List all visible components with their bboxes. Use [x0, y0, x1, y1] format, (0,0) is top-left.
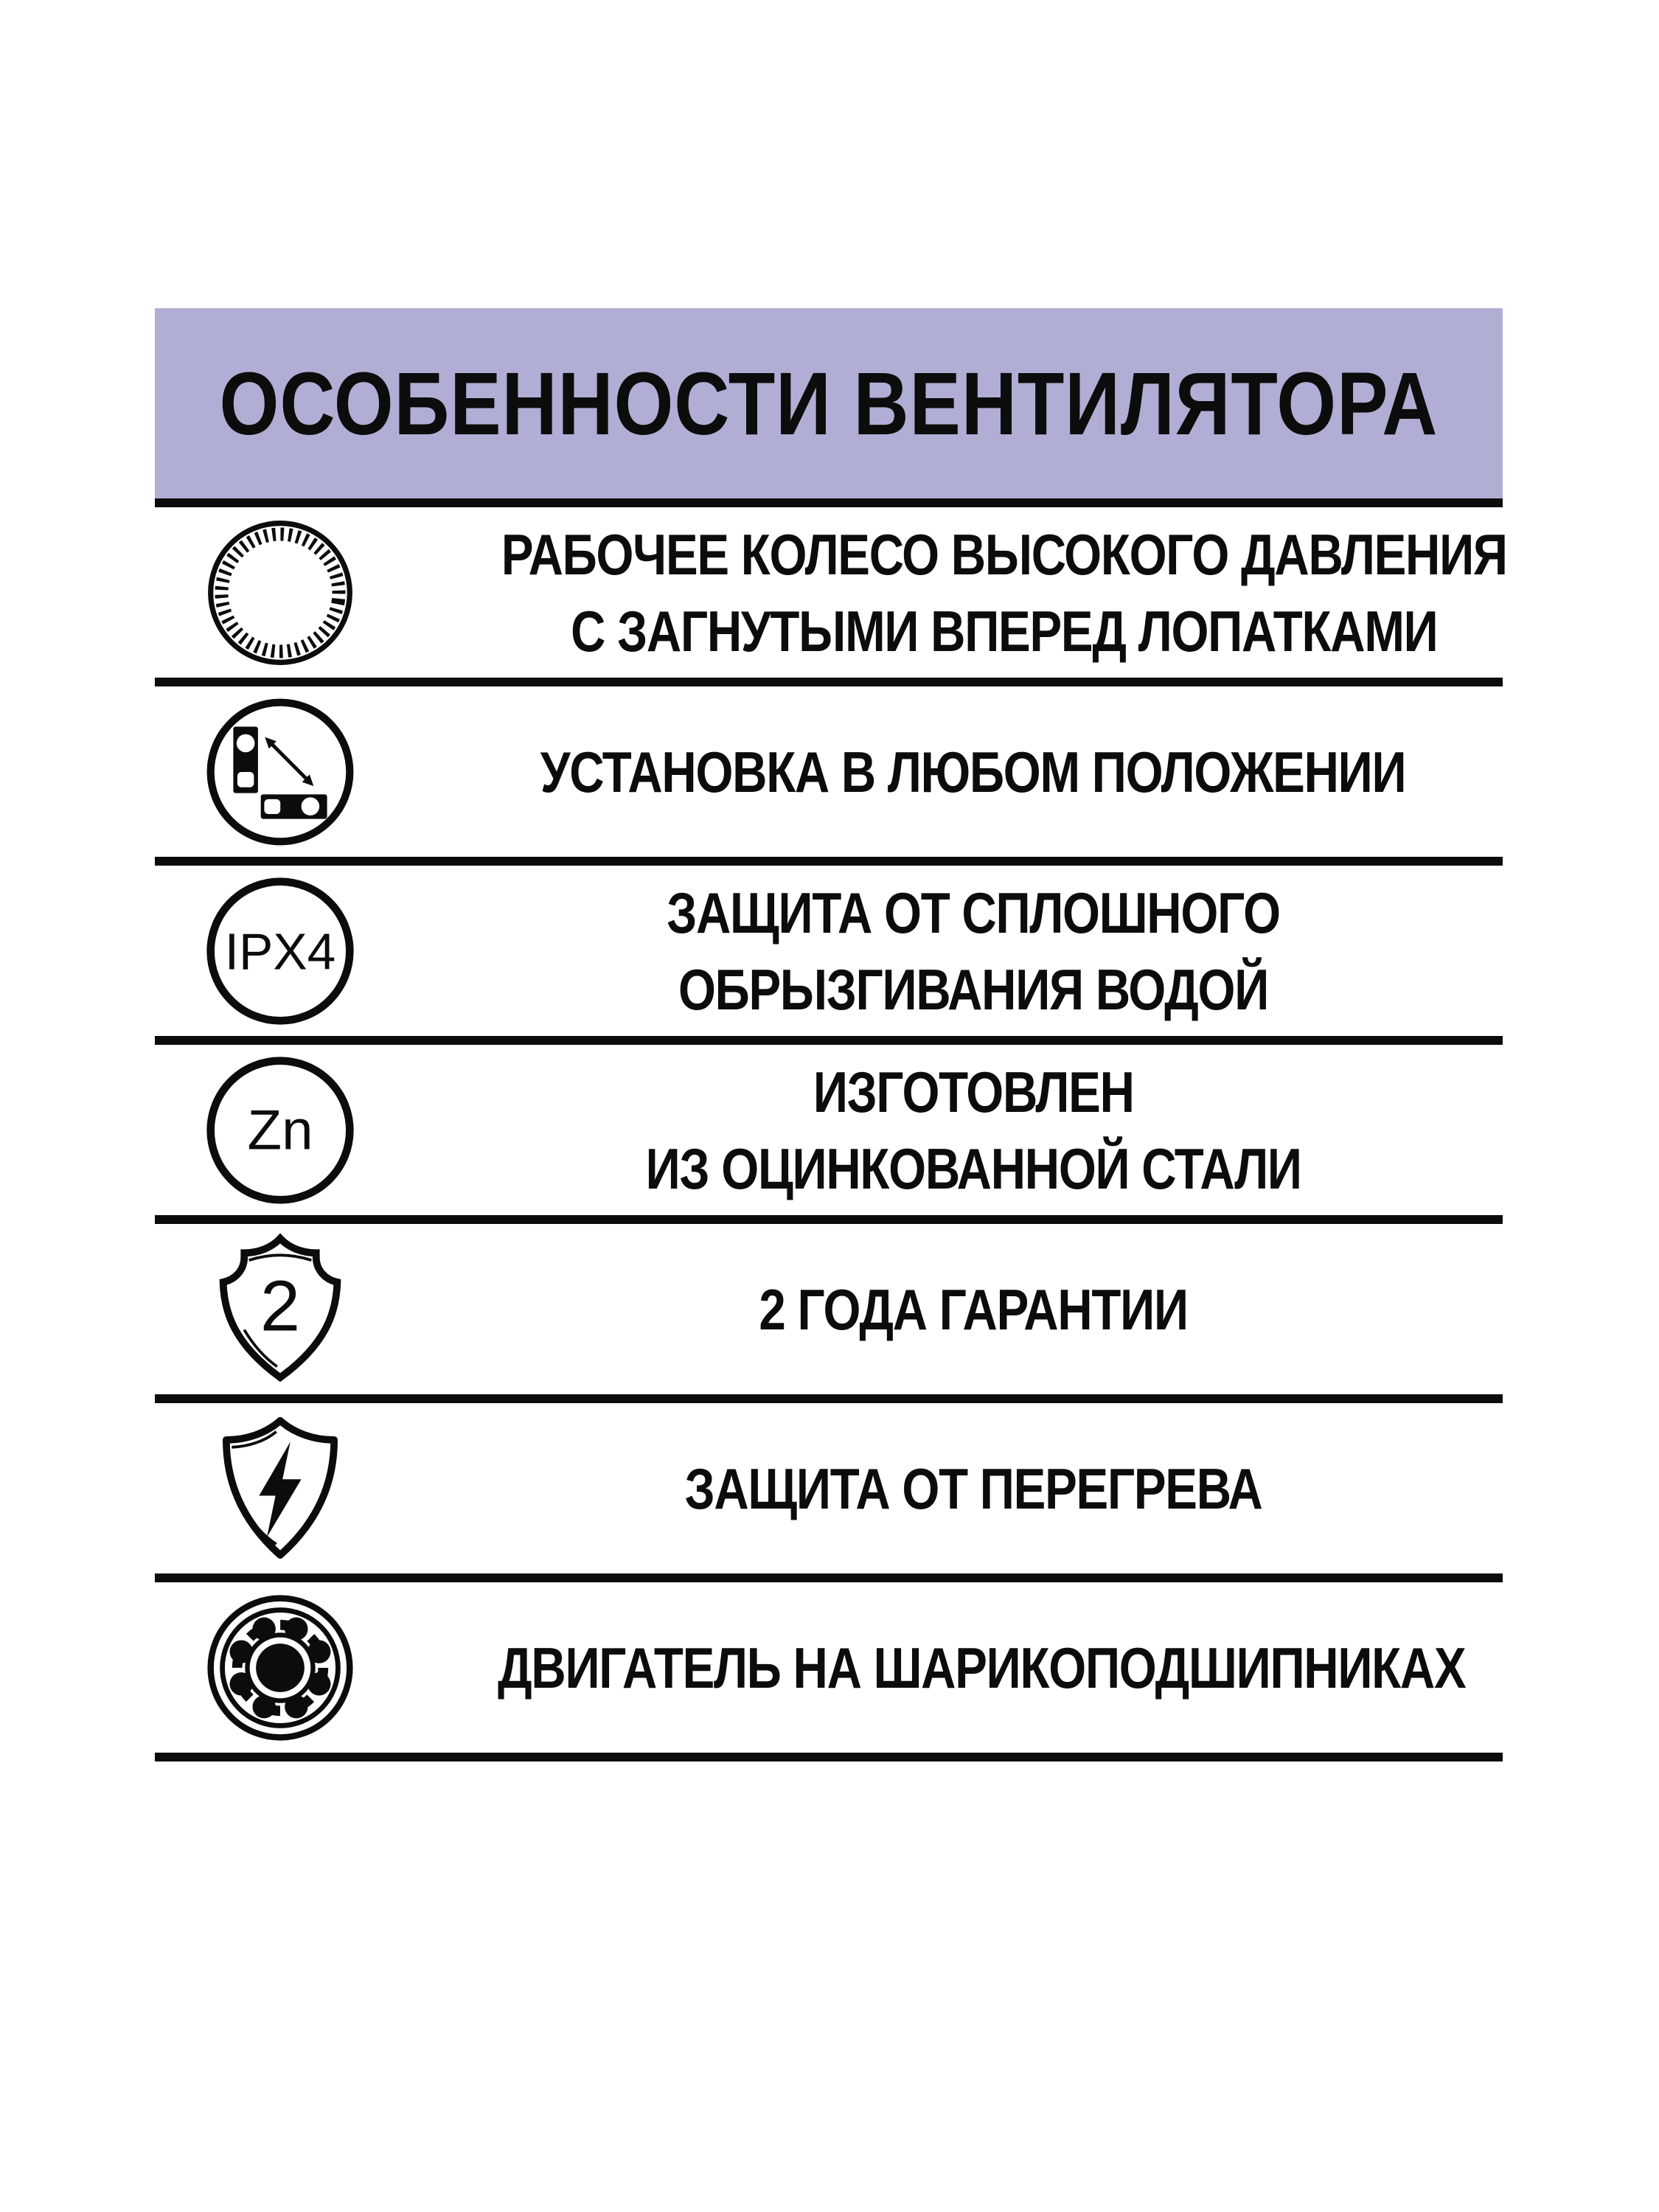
zinc-icon-label: Zn: [247, 1098, 313, 1161]
feature-row-ipx4: [155, 866, 1503, 1045]
feature-text: [406, 874, 1541, 1028]
feature-text-line: ЗАЩИТА ОТ ПЕРЕГРЕВА: [684, 1455, 1262, 1521]
impeller-icon: [155, 515, 406, 671]
feature-text: [406, 1271, 1541, 1348]
feature-text-line: ИЗ ОЦИНКОВАННОЙ СТАЛИ: [645, 1135, 1301, 1201]
feature-text-line: С ЗАГНУТЫМИ ВПЕРЕД ЛОПАТКАМИ: [571, 598, 1438, 664]
feature-text-line: УСТАНОВКА В ЛЮБОМ ПОЛОЖЕНИИ: [540, 739, 1406, 804]
feature-text: [406, 516, 1603, 669]
feature-table: [155, 498, 1507, 1761]
feature-text-line: ОБРЫЗГИВАНИЯ ВОДОЙ: [678, 956, 1269, 1022]
feature-row-bearing: [155, 1582, 1503, 1761]
warranty-shield-icon: [155, 1231, 406, 1388]
feature-text: [406, 1054, 1541, 1207]
feature-text-line: 2 ГОДА ГАРАНТИИ: [759, 1276, 1188, 1342]
bearing-icon: [155, 1590, 406, 1746]
ipx4-icon-label: IPX4: [224, 922, 336, 980]
feature-sheet: [155, 308, 1507, 1761]
warranty-shield-icon-label: 2: [260, 1265, 301, 1346]
feature-text-line: ДВИГАТЕЛЬ НА ШАРИКОПОДШИПНИКАХ: [497, 1635, 1466, 1700]
ipx4-icon: [155, 873, 406, 1029]
header-band: [155, 308, 1503, 498]
feature-text: [406, 734, 1541, 810]
feature-row-warranty: [155, 1224, 1503, 1403]
feature-text-line: РАБОЧЕЕ КОЛЕСО ВЫСОКОГО ДАВЛЕНИЯ: [501, 521, 1507, 587]
page-title: ОСОБЕННОСТИ ВЕНТИЛЯТОРА: [219, 353, 1439, 453]
feature-text: [406, 1450, 1541, 1527]
overheat-shield-icon: [155, 1411, 406, 1567]
feature-text: [406, 1630, 1557, 1706]
feature-row-any-position: [155, 686, 1503, 866]
any-position-icon: [155, 694, 406, 850]
feature-row-zinc: [155, 1045, 1503, 1224]
feature-text-line: ИЗГОТОВЛЕН: [813, 1059, 1134, 1124]
feature-row-overheat: [155, 1403, 1503, 1582]
zinc-icon: [155, 1052, 406, 1208]
feature-row-impeller: [155, 507, 1507, 686]
feature-text-line: ЗАЩИТА ОТ СПЛОШНОГО: [667, 880, 1280, 945]
